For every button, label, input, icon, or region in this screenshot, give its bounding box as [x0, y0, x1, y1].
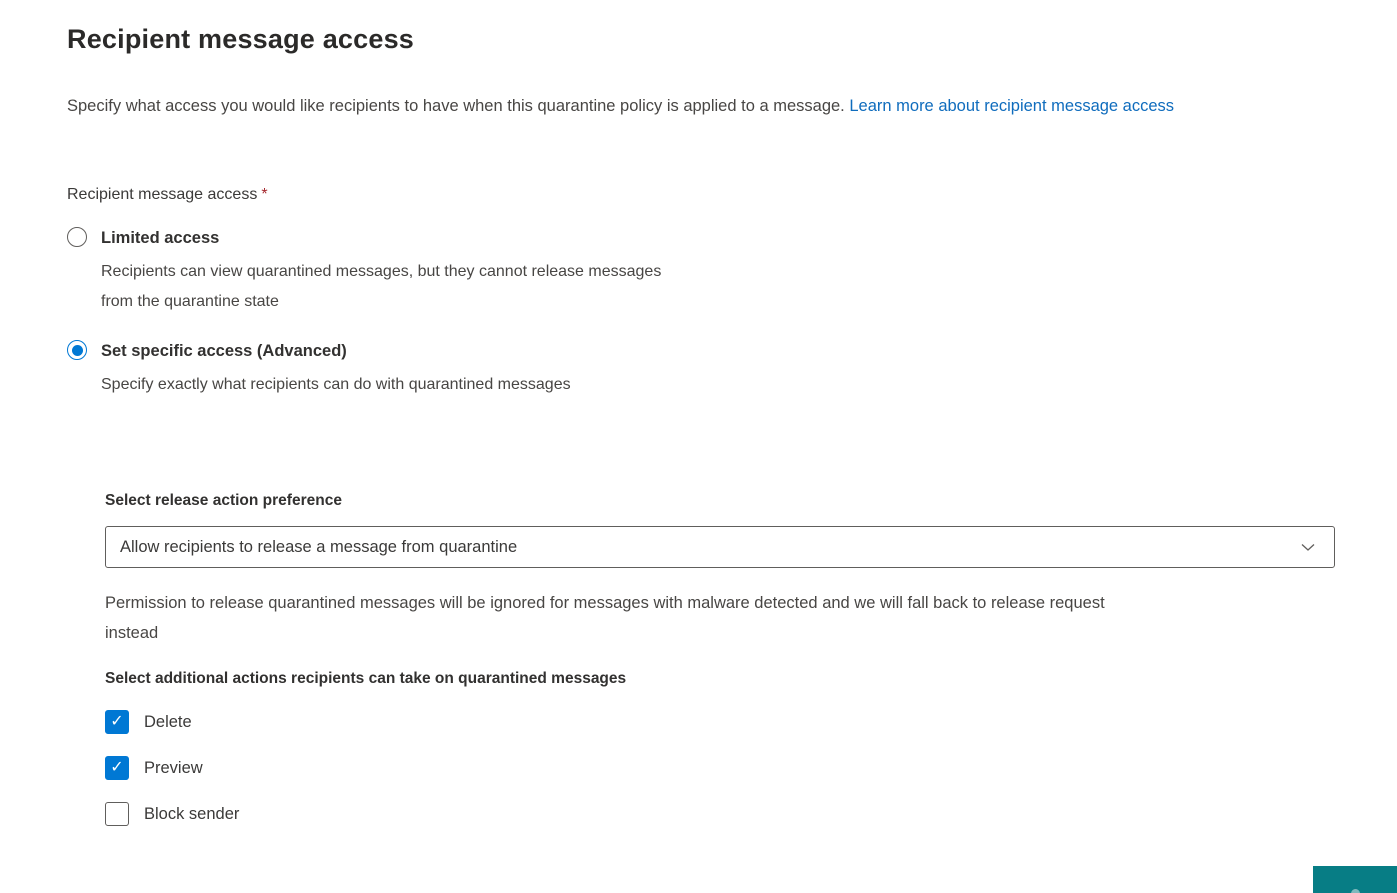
radio-option-set-specific-access[interactable] — [67, 339, 1397, 400]
checkbox-block-sender[interactable] — [105, 802, 129, 826]
additional-actions-checkbox-list — [105, 710, 1397, 826]
release-action-label: Select release action preference — [105, 492, 342, 509]
radio-option-description: Recipients can view quarantined messages, but they cannot release messages from the quarantine state — [101, 263, 662, 310]
page-description-text: Specify what access you would like recipients to have when this quarantine policy is applied to a message. — [67, 97, 845, 115]
learn-more-link[interactable]: Learn more about recipient message access — [849, 97, 1175, 115]
radio-option-limited-access[interactable] — [67, 226, 1397, 317]
radio-option-label: Limited access — [101, 229, 220, 247]
radio-button-set-specific-access[interactable] — [67, 340, 87, 360]
access-field-label: Recipient message access * — [67, 186, 268, 203]
chevron-down-icon — [1300, 539, 1316, 555]
page-title: Recipient message access — [67, 24, 415, 54]
additional-actions-label: Select additional actions recipients can take on quarantined messages — [105, 670, 627, 687]
checkbox-delete[interactable] — [105, 710, 129, 734]
required-asterisk: * — [261, 186, 268, 203]
release-action-dropdown[interactable] — [105, 526, 1335, 568]
checkbox-preview[interactable] — [105, 756, 129, 780]
checkbox-label: Block sender — [144, 804, 240, 823]
radio-option-description: Specify exactly what recipients can do with quarantined messages — [101, 376, 571, 393]
radio-option-label: Set specific access (Advanced) — [101, 342, 347, 360]
checkbox-row-delete[interactable] — [105, 710, 1397, 734]
checkbox-label: Delete — [144, 712, 192, 731]
checkbox-label: Preview — [144, 758, 203, 777]
radio-button-limited-access[interactable] — [67, 227, 87, 247]
access-radio-group — [67, 226, 1397, 400]
checkbox-row-preview[interactable] — [105, 756, 1397, 780]
checkbox-row-block-sender[interactable] — [105, 802, 1397, 826]
release-action-selected-value: Allow recipients to release a message from quarantine — [120, 537, 518, 556]
feedback-button[interactable] — [1313, 866, 1397, 893]
release-action-note: Permission to release quarantined messages will be ignored for messages with malware detected and we will fall back to release request instead — [105, 594, 1105, 642]
page-description — [67, 92, 1187, 120]
advanced-settings-section — [105, 492, 1397, 826]
